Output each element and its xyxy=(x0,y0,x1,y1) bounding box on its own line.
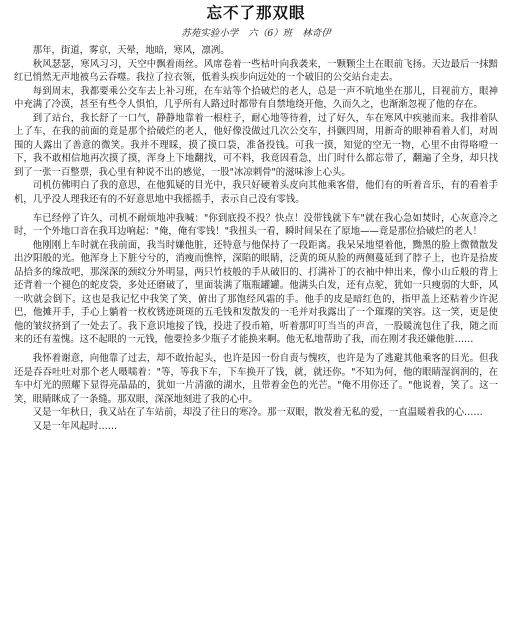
paragraph: 我怀着谢意，向他靠了过去，却不敢抬起头，也许是因一份自责与愧疚，也许是为了逃避其他乘客的目光。但我还是吞吞吐吐对那个老人嗫嚅着："等，等我下车，下车换开了钱，就，就还你。"不知为何，他的眼睛湿润润的，在车中灯光的照耀下显得亮晶晶的，犹如一片清澈的湖水，且带着金色的光芒。"俺不用你还了。"他说着，笑了。这一笑，眼睛眯成了一条缝。那双眼，深深地刻进了我的心中。 xyxy=(14,353,498,405)
essay-body xyxy=(14,44,498,433)
essay-title: 忘不了那双眼 xyxy=(206,4,306,22)
paragraph: 秋风瑟瑟，寒风习习，天空中飘着雨丝。风席卷着一些枯叶向我袭来，一颗颗尘土在眼前飞扬。天边最后一抹黯红已悄然无声地被乌云吞噬。我拉了拉衣领，低着头疾步向远处的一个破旧的公交站台走去。 xyxy=(14,58,498,84)
author-byline xyxy=(14,26,498,41)
paragraph: 每到周末，我都要乘公交车去上补习班，在车站等个拾破烂的老人，总是一声不吭地坐在那儿，目视前方，眼神中充满了冷漠，甚至有些令人惧怕，几乎所有人路过时都带有自禁地绕开他，久而久之，也渐渐忽视了他的存在。 xyxy=(14,85,498,111)
author-name: 林奇伊 xyxy=(302,28,331,39)
paragraph: 那年，街道，雾京，天晕，地暗，寒风，凛冽。 xyxy=(32,45,230,56)
paragraph: 又是一年秋日，我又站在了车站前，却没了往日的寒冷。那一双眼，散发着无私的爱，一直温暖着我的心…… xyxy=(32,407,483,419)
paragraph: 司机仿佛明白了我的意思，在他狐疑的目光中，我只好硬着头皮向其他乘客借，他们有的听着音乐，有的看着手机，几乎没人理我还有的不好意思地中我摇摇手，表示自己没有零钱。 xyxy=(14,180,498,206)
school-name: 苏苑实验小学 xyxy=(181,28,239,39)
paragraph: 车已经停了许久，司机不耐烦地冲我喊："你到底投不投？快点！没带钱就下车"就在我心急如焚时，心灰意冷之时，一个外地口音在我耳边响起："俺，俺有零钱！"我扭头一看，瞬时间呆在了原地——竟是那位拾破烂的老人！ xyxy=(14,212,498,238)
paragraph: 又是一年风起时…… xyxy=(32,420,118,432)
paragraph: 他刚刚上车时就在我前面，我当时嫌他脏，还特意与他保持了一段距离。我呆呆地望着他，黝黑的脸上微微散发出汐阳般的光。他浑身上下脏兮兮的，消瘦而憔悴，深陷的眼睛，泛黄的斑从脸的两侧蔓延到了脖子上，也许是拾废品拾多的缘故吧，那深深的颈纹分外明显，两只竹枝般的手从破旧的、打满补丁的衣袖中伸出来，像小山丘般的背上还背着一个褪色的蛇皮袋，多处还磨破了，里面装满了瓶瓶罐罐。他满头白发，还有点驼，犹如一只瘦弱的大虾，风一吹就会倒下。这也是我记忆中我笑了笑，俯出了那饱经风霜的手。他手的皮是暗红色的，指甲盖上还粘着少许泥巴，他摊开手，手心上躺着一枚枚锈迹斑斑的五毛钱和发散发的一毛并对我露出了一个璀璨的笑容。这一笑，更是使他的皱纹挤到了一处去了。我下意识地接了钱，投进了投币箱，听着那叮叮当当的声音，一股暖流包住了我，随之而来的还有羞愧。这不起眼的一元钱，他要捡多少瓶子才能换来啊。他无私地帮助了我，而在刚才我还嫌他脏…… xyxy=(14,239,498,346)
paragraph: 到了站台，我长舒了一口气，静静地靠着一根柱子，耐心地等待着，过了好久，车在寒风中疾驰而来。我排着队上了车，在我的前面的竟是那个拾破烂的老人，他好像没做过几次公交车，抖颤四周，用新奇的眼神看着人们，对周围的人露出了善意的微笑。我并不理睬，摸了摸口袋，准备投钱。可我一摸，知觉的空无一物，心里不由得咯噔一下，我不敢相信地再次摸了摸，浑身上下地翻找，可不料，我竟因看急，出门时什么都忘带了，翻遍了全身，却只找到了一张一百整票，我心里有种说不出的感觉，一股"冰凉刺骨"的滋味渗上心头。 xyxy=(14,112,498,178)
class-name: 六（6）班 xyxy=(248,28,293,39)
